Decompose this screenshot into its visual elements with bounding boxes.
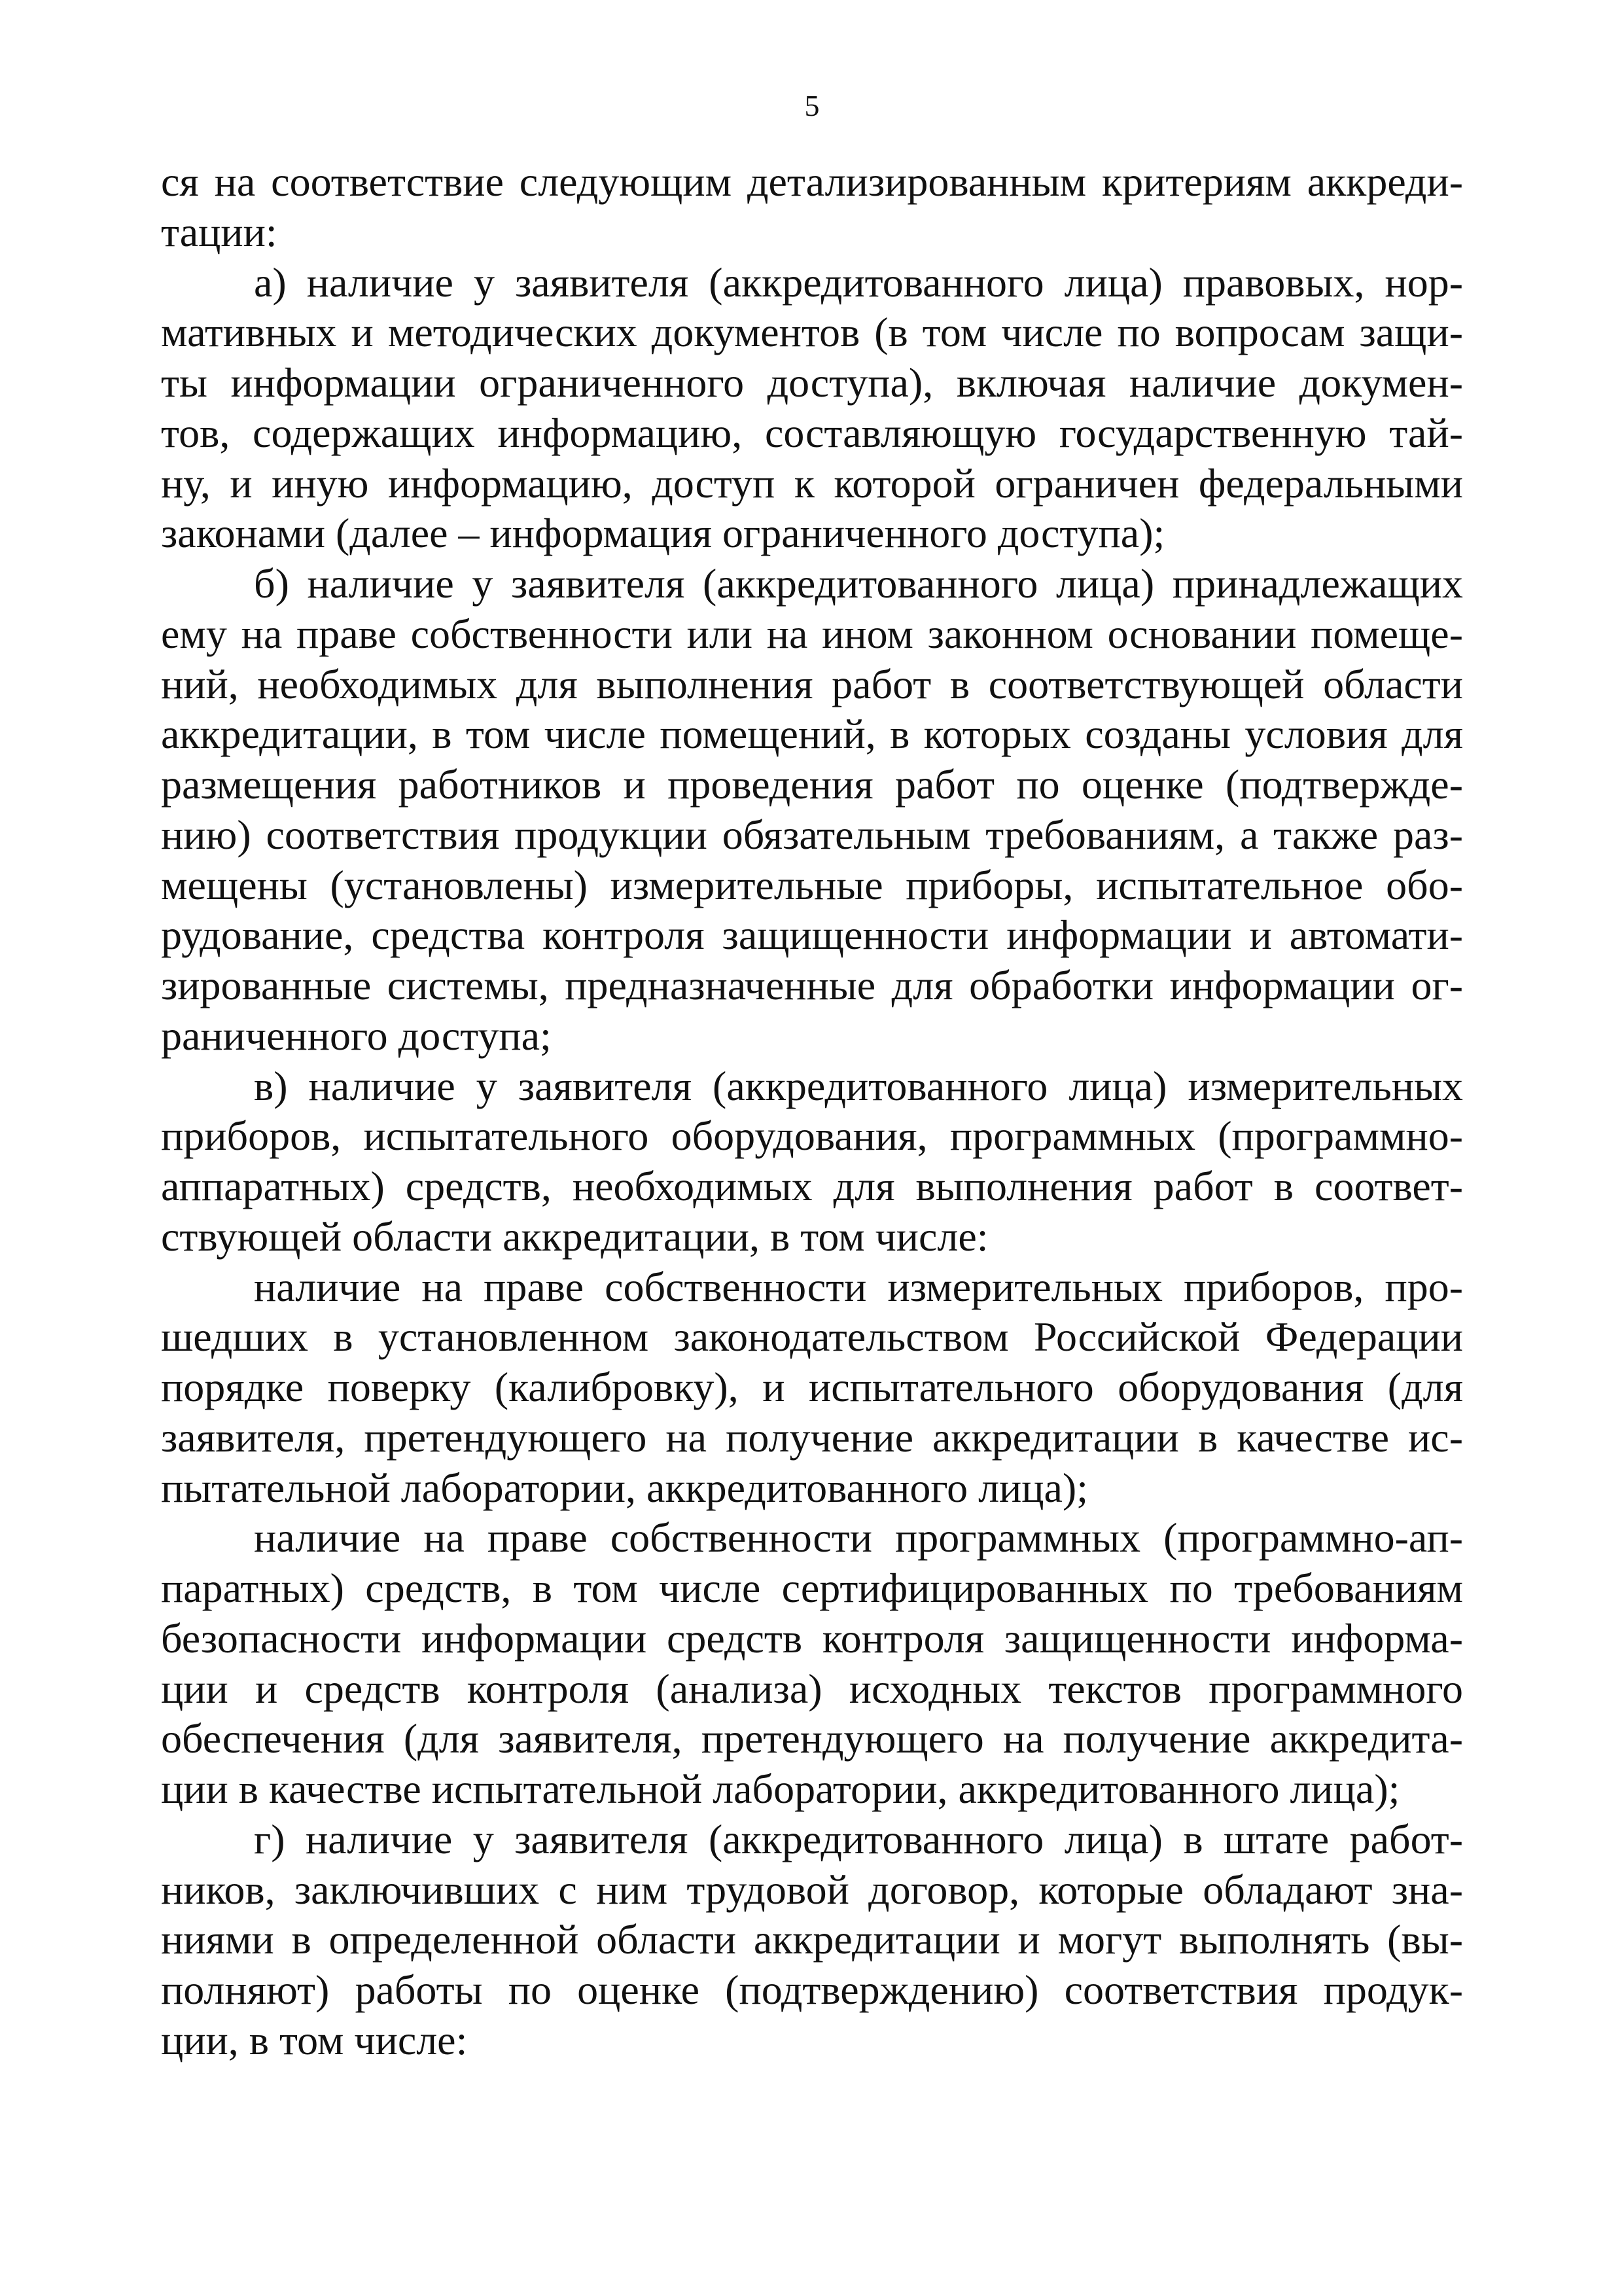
text-line: паратных) средств, в том числе сертифицированных по требованиям (161, 1565, 1463, 1611)
text-line: пытательной лаборатории, аккредитованного лица); (161, 1464, 1088, 1511)
text-line: ствующей области аккредитации, в том числе: (161, 1213, 989, 1260)
text-line: мещены (установлены) измерительные приборы, испытательное обо- (161, 861, 1463, 908)
text-line: нию) соответствия продукции обязательным требованиям, а также раз- (161, 811, 1463, 858)
text-line: обеспечения (для заявителя, претендующего на получение аккредита- (161, 1715, 1463, 1762)
text-line: размещения работников и проведения работ по оценке (подтвержде- (161, 761, 1463, 808)
text-line: рудование, средства контроля защищенности информации и автомати- (161, 912, 1463, 959)
text-line: зированные системы, предназначенные для обработки информации ог- (161, 962, 1463, 1008)
text-line: ции в качестве испытательной лаборатории, аккредитованного лица); (161, 1766, 1400, 1812)
text-line: ся на соответствие следующим детализированным критериям аккреди- (161, 158, 1463, 205)
text-line: мативных и методических документов (в том числе по вопросам защи- (161, 309, 1463, 356)
text-line: наличие на праве собственности программных (программно-ап- (254, 1514, 1463, 1561)
text-line: аккредитации, в том числе помещений, в которых созданы условия для (161, 711, 1463, 758)
text-line: г) наличие у заявителя (аккредитованного лица) в штате работ- (254, 1815, 1463, 1862)
text-line: шедших в установленном законодательством Российской Федерации (161, 1313, 1463, 1361)
text-line: заявителя, претендующего на получение аккредитации в качестве ис- (161, 1414, 1463, 1461)
text-line: законами (далее – информация ограниченного доступа); (161, 510, 1165, 557)
text-line: ну, и иную информацию, доступ к которой ограничен федеральными (161, 459, 1463, 507)
text-line: ты информации ограниченного доступа), включая наличие докумен- (161, 359, 1463, 406)
text-line: порядке поверку (калибровку), и испытательного оборудования (для (161, 1364, 1463, 1410)
body-text (161, 157, 1463, 2066)
text-line: безопасности информации средств контроля защищенности информа- (161, 1614, 1463, 1662)
text-line: наличие на праве собственности измерительных приборов, про- (254, 1263, 1463, 1310)
text-line: раниченного доступа; (161, 1012, 552, 1059)
text-line: ему на праве собственности или на ином законном основании помеще- (161, 610, 1463, 657)
text-line: а) наличие у заявителя (аккредитованного лица) правовых, нор- (254, 258, 1463, 306)
text-line: ний, необходимых для выполнения работ в соответствующей области (161, 660, 1463, 707)
text-line: б) наличие у заявителя (аккредитованного лица) принадлежащих (254, 560, 1463, 607)
text-line: в) наличие у заявителя (аккредитованного лица) измерительных (254, 1062, 1463, 1109)
text-line: ников, заключивших с ним трудовой договор, которые обладают зна- (161, 1866, 1463, 1913)
page-number: 5 (804, 89, 820, 122)
text-line: тов, содержащих информацию, составляющую государственную тай- (161, 409, 1463, 456)
text-line: ции и средств контроля (анализа) исходных текстов программного (161, 1665, 1463, 1712)
text-line: приборов, испытательного оборудования, программных (программно- (161, 1112, 1463, 1160)
text-line: аппаратных) средств, необходимых для выполнения работ в соответ- (161, 1163, 1463, 1209)
text-line: ции, в том числе: (161, 2016, 468, 2063)
text-line: тации: (161, 208, 277, 255)
text-line: полняют) работы по оценке (подтверждению) соответствия продук- (161, 1966, 1463, 2013)
text-line: ниями в определенной области аккредитации и могут выполнять (вы- (161, 1916, 1463, 1963)
